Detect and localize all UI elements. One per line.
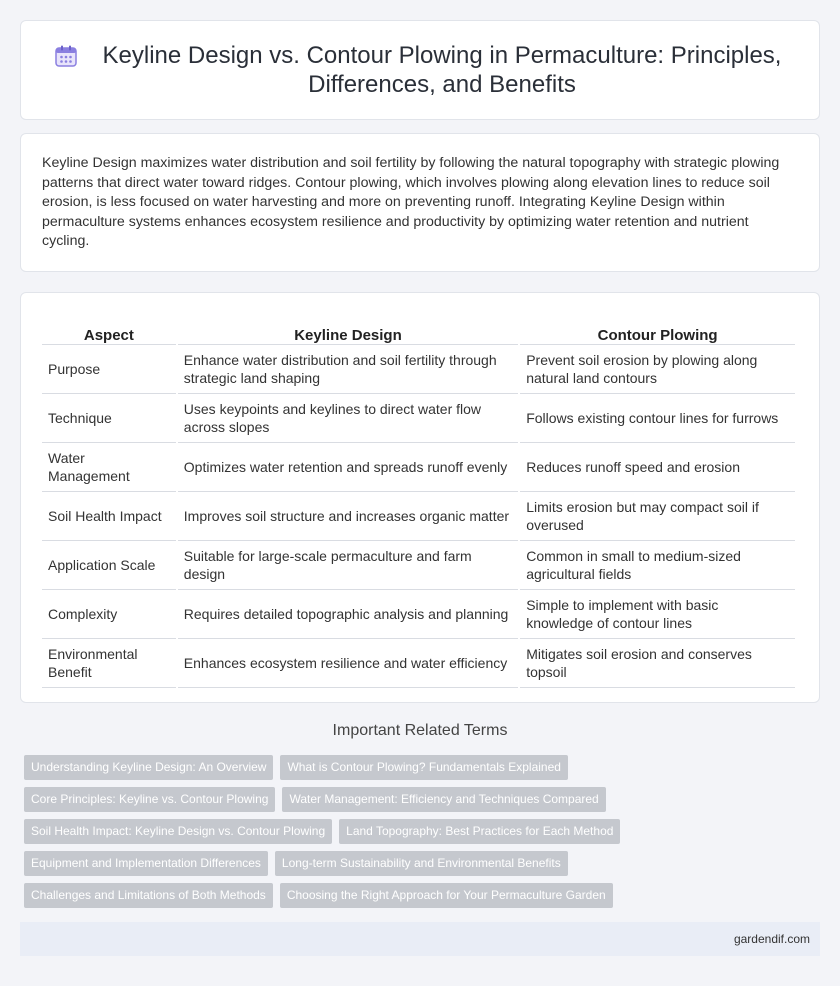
calendar-icon (53, 43, 79, 69)
table-cell-contour: Follows existing contour lines for furrows (520, 394, 795, 443)
related-term-link[interactable]: Challenges and Limitations of Both Methods (24, 883, 273, 908)
table-cell-aspect: Soil Health Impact (42, 492, 176, 541)
related-term-link[interactable]: Water Management: Efficiency and Techniques Compared (282, 787, 605, 812)
table-row (42, 394, 795, 443)
table-cell-aspect: Environmental Benefit (42, 639, 176, 688)
table-row (42, 443, 795, 492)
table-cell-contour: Limits erosion but may compact soil if overused (520, 492, 795, 541)
column-header-contour: Contour Plowing (520, 313, 795, 345)
table-cell-aspect: Complexity (42, 590, 176, 639)
table-cell-keyline: Enhances ecosystem resilience and water efficiency (178, 639, 518, 688)
related-term-link[interactable]: Understanding Keyline Design: An Overview (24, 755, 273, 780)
page-title: Keyline Design vs. Contour Plowing in Permaculture: Principles, Differences, and Benefits (102, 42, 782, 98)
table-row (42, 541, 795, 590)
related-terms-title: Important Related Terms (332, 722, 508, 739)
table-header-row (42, 313, 795, 345)
table-cell-contour: Simple to implement with basic knowledge of contour lines (520, 590, 795, 639)
table-cell-contour: Prevent soil erosion by plowing along natural land contours (520, 345, 795, 394)
table-cell-aspect: Water Management (42, 443, 176, 492)
table-cell-keyline: Optimizes water retention and spreads runoff evenly (178, 443, 518, 492)
footer-site-link[interactable]: gardendif.com (733, 932, 810, 946)
intro-paragraph: Keyline Design maximizes water distribution and soil fertility by following the natural topography with strategic plowing patterns that direct water toward ridges. Contour plowing, which involves plowing along elevation lines to reduce soil erosion, is less focused on water harvesting and more on preventing runoff. Integrating Keyline Design within permaculture systems enhances ecosystem resilience and productivity by optimizing water retention and nutrient cycling. (42, 155, 780, 249)
related-term-link[interactable]: Long-term Sustainability and Environmental Benefits (275, 851, 568, 876)
related-term-link[interactable]: Core Principles: Keyline vs. Contour Plowing (24, 787, 275, 812)
table-row (42, 492, 795, 541)
table-cell-keyline: Uses keypoints and keylines to direct water flow across slopes (178, 394, 518, 443)
column-header-aspect: Aspect (42, 313, 176, 345)
intro-card (20, 133, 820, 272)
table-row (42, 639, 795, 688)
table-cell-aspect: Purpose (42, 345, 176, 394)
table-cell-keyline: Improves soil structure and increases organic matter (178, 492, 518, 541)
comparison-table (40, 313, 797, 688)
related-term-link[interactable]: Equipment and Implementation Differences (24, 851, 268, 876)
footer (20, 922, 820, 956)
related-term-link[interactable]: Soil Health Impact: Keyline Design vs. Contour Plowing (24, 819, 332, 844)
related-term-link[interactable]: Choosing the Right Approach for Your Permaculture Garden (280, 883, 613, 908)
header-card (20, 20, 820, 120)
table-cell-contour: Mitigates soil erosion and conserves topsoil (520, 639, 795, 688)
comparison-table-card (20, 292, 820, 703)
related-term-link[interactable]: Land Topography: Best Practices for Each Method (339, 819, 620, 844)
table-cell-contour: Common in small to medium-sized agricultural fields (520, 541, 795, 590)
table-cell-keyline: Enhance water distribution and soil fertility through strategic land shaping (178, 345, 518, 394)
table-row (42, 590, 795, 639)
table-cell-aspect: Application Scale (42, 541, 176, 590)
related-terms-list (24, 755, 824, 915)
related-term-link[interactable]: What is Contour Plowing? Fundamentals Explained (280, 755, 567, 780)
table-cell-contour: Reduces runoff speed and erosion (520, 443, 795, 492)
column-header-keyline: Keyline Design (178, 313, 518, 345)
table-row (42, 345, 795, 394)
table-cell-keyline: Requires detailed topographic analysis and planning (178, 590, 518, 639)
table-cell-aspect: Technique (42, 394, 176, 443)
table-cell-keyline: Suitable for large-scale permaculture and farm design (178, 541, 518, 590)
